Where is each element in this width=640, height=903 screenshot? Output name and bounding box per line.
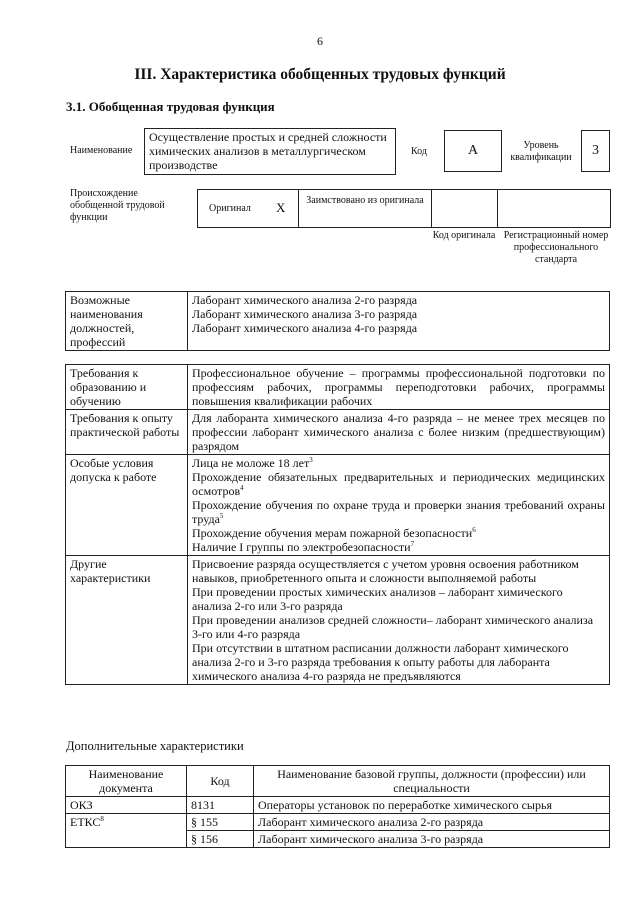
- condition-item: Прохождение обучения мерам пожарной безопасности$^6$: [192, 526, 476, 540]
- positions-row: [66, 292, 610, 351]
- additional-table: [65, 765, 610, 848]
- other-item: При проведении простых химических анализов – лаборант химического анализа 2-го или 3-го разряда: [192, 585, 563, 613]
- code-value-box: [444, 130, 502, 172]
- experience-row: [66, 410, 610, 455]
- original-mark: X: [276, 200, 286, 215]
- original-label: Оригинал: [209, 203, 251, 214]
- row-name: Лаборант химического анализа 3-го разряда: [254, 831, 610, 848]
- code-original-label: Код оригинала: [432, 230, 496, 241]
- conditions-values: [188, 455, 610, 556]
- header-name: Наименование базовой группы, должности (профессии) или специальности: [254, 766, 610, 797]
- additional-header-row: [66, 766, 610, 797]
- row-doc: ОКЗ: [66, 797, 187, 814]
- education-label: Требования к образованию и обучению: [66, 365, 188, 410]
- other-row: [66, 556, 610, 685]
- additional-title: Дополнительные характеристики: [66, 739, 244, 753]
- name-label: Наименование: [70, 145, 133, 156]
- position-item: Лаборант химического анализа 3-го разряда: [192, 307, 418, 321]
- row-code: § 156: [187, 831, 254, 848]
- other-label: Другие характеристики: [66, 556, 188, 685]
- header-code: Код: [187, 766, 254, 797]
- table-row: [66, 831, 610, 848]
- conditions-label: Особые условия допуска к работе: [66, 455, 188, 556]
- positions-table: [65, 291, 610, 351]
- positions-values: [188, 292, 610, 351]
- level-value-box: [581, 130, 610, 172]
- other-item: При отсутствии в штатном расписании должности лаборант химического анализа 2-го и 3-го разряда требования к опыту работы для лаборанта химического анализа 4-го разряда не предъявляются: [192, 641, 569, 683]
- row-doc: [66, 831, 187, 848]
- page-number: 6: [317, 34, 323, 48]
- position-item: Лаборант химического анализа 4-го разряда: [192, 321, 418, 335]
- other-item: Присвоение разряда осуществляется с учетом уровня освоения работником навыков, приобретенного опыта и сложности выполняемой работы: [192, 557, 579, 585]
- level-label: Уровень квалификации: [510, 140, 572, 163]
- education-value: Профессиональное обучение – программы профессиональной подготовки по профессиям рабочих, программы переподготовки рабочих, программы повышения квалификации рабочих: [188, 365, 610, 410]
- condition-item: Наличие I группы по электробезопасности$^7$: [192, 540, 415, 554]
- condition-item: Лица не моложе 18 лет$^3$: [192, 456, 313, 470]
- row-name: Операторы установок по переработке химического сырья: [254, 797, 610, 814]
- name-value-box: [144, 128, 396, 175]
- condition-item: Прохождение обучения по охране труда и проверки знания требований охраны труда$^5$: [192, 498, 605, 526]
- code-value: А: [467, 143, 479, 158]
- row-code: § 155: [187, 814, 254, 831]
- positions-label: Возможные наименования должностей, профессий: [66, 292, 188, 351]
- borrowed-label: Заимствовано из оригинала: [306, 195, 424, 206]
- experience-value: Для лаборанта химического анализа 4-го разряда – не менее трех месяцев по профессии лаборант химического анализа с более низким (предшествующим) разрядом: [188, 410, 610, 455]
- row-code: 8131: [187, 797, 254, 814]
- table-row: [66, 814, 610, 831]
- code-label: Код: [411, 146, 427, 157]
- conditions-row: [66, 455, 610, 556]
- table-row: [66, 797, 610, 814]
- other-item: При проведении анализов средней сложности– лаборант химического анализа 3-го или 4-го разряда: [192, 613, 594, 641]
- level-value: 3: [592, 143, 599, 158]
- row-name: Лаборант химического анализа 2-го разряда: [254, 814, 610, 831]
- header-doc: Наименование документа: [66, 766, 187, 797]
- other-values: [188, 556, 610, 685]
- row-doc: ЕТКС$^8$: [66, 814, 187, 831]
- experience-label: Требования к опыту практической работы: [66, 410, 188, 455]
- name-value: Осуществление простых и средней сложности химических анализов в металлургическом производстве: [149, 130, 387, 172]
- position-item: Лаборант химического анализа 2-го разряда: [192, 293, 418, 307]
- reg-number-label: Регистрационный номер профессионального стандарта: [503, 230, 609, 265]
- subsection-title: 3.1. Обобщенная трудовая функция: [66, 99, 275, 114]
- condition-item: Прохождение обязательных предварительных и периодических медицинских осмотров$^4$: [192, 470, 605, 498]
- origin-label: Происхождение обобщенной трудовой функции: [70, 188, 165, 223]
- education-row: [66, 365, 610, 410]
- requirements-table: [65, 364, 610, 685]
- section-title: III. Характеристика обобщенных трудовых функций: [134, 66, 506, 83]
